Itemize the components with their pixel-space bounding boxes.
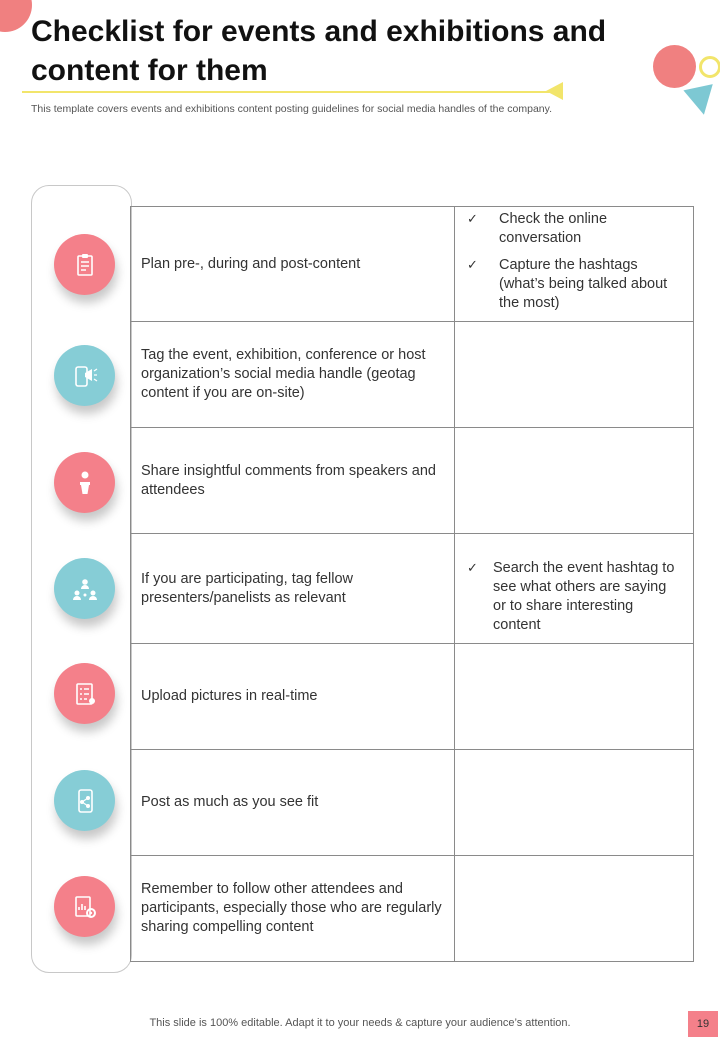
checkmark-icon: ✓ bbox=[467, 257, 478, 272]
blue-triangle-decoration bbox=[683, 84, 718, 118]
title-underline bbox=[22, 91, 550, 93]
task-cell: Plan pre-, during and post-content bbox=[131, 207, 455, 322]
report-gear-icon bbox=[54, 876, 115, 937]
footer-note: This slide is 100% editable. Adapt it to your needs & capture your audience’s attention. bbox=[149, 1017, 571, 1029]
notes-cell bbox=[455, 207, 694, 322]
page-subtitle: This template covers events and exhibitions content posting guidelines for social media handles of the company. bbox=[31, 103, 553, 115]
task-cell: If you are participating, tag fellow presenters/panelists as relevant bbox=[131, 534, 455, 644]
checkmark-icon: ✓ bbox=[467, 560, 478, 575]
corner-decoration-circle bbox=[0, 0, 32, 32]
table-row bbox=[131, 856, 694, 962]
task-cell: Tag the event, exhibition, conference or host organization’s social media handle (geotag content if you are on-site) bbox=[131, 322, 455, 428]
speaker-podium-icon bbox=[54, 452, 115, 513]
table-row bbox=[131, 750, 694, 856]
page-title: Checklist for events and exhibitions and content for them bbox=[31, 15, 607, 87]
table-row bbox=[131, 322, 694, 428]
task-cell: Remember to follow other attendees and participants, especially those who are regularly sharing compelling content bbox=[131, 856, 455, 962]
underline-arrow-decoration bbox=[546, 82, 563, 100]
note-item: ✓ Check the online conversation bbox=[467, 211, 608, 246]
checkmark-icon: ✓ bbox=[467, 211, 478, 226]
checklist-table bbox=[130, 206, 694, 962]
checklist-icon bbox=[54, 663, 115, 724]
page-number-badge: 19 bbox=[688, 1011, 718, 1037]
notes-cell bbox=[455, 856, 694, 962]
note-item: ✓ Search the event hashtag to see what others are saying or to share interesting content bbox=[467, 560, 675, 633]
notes-cell bbox=[455, 534, 694, 644]
notes-cell bbox=[455, 750, 694, 856]
network-people-icon bbox=[54, 558, 115, 619]
table-row bbox=[131, 534, 694, 644]
note-item: ✓ Capture the hashtags (what’s being talked about the most) bbox=[467, 257, 668, 311]
notes-cell bbox=[455, 322, 694, 428]
table-row bbox=[131, 644, 694, 750]
notes-cell bbox=[455, 428, 694, 534]
clipboard-icon bbox=[54, 234, 115, 295]
table-row bbox=[131, 428, 694, 534]
table-row bbox=[131, 207, 694, 322]
task-cell: Share insightful comments from speakers and attendees bbox=[131, 428, 455, 534]
pink-circle-decoration bbox=[653, 45, 696, 88]
task-cell: Post as much as you see fit bbox=[131, 750, 455, 856]
mobile-megaphone-icon bbox=[54, 345, 115, 406]
task-cell: Upload pictures in real-time bbox=[131, 644, 455, 750]
yellow-ring-decoration bbox=[699, 56, 720, 78]
mobile-share-icon bbox=[54, 770, 115, 831]
notes-cell bbox=[455, 644, 694, 750]
